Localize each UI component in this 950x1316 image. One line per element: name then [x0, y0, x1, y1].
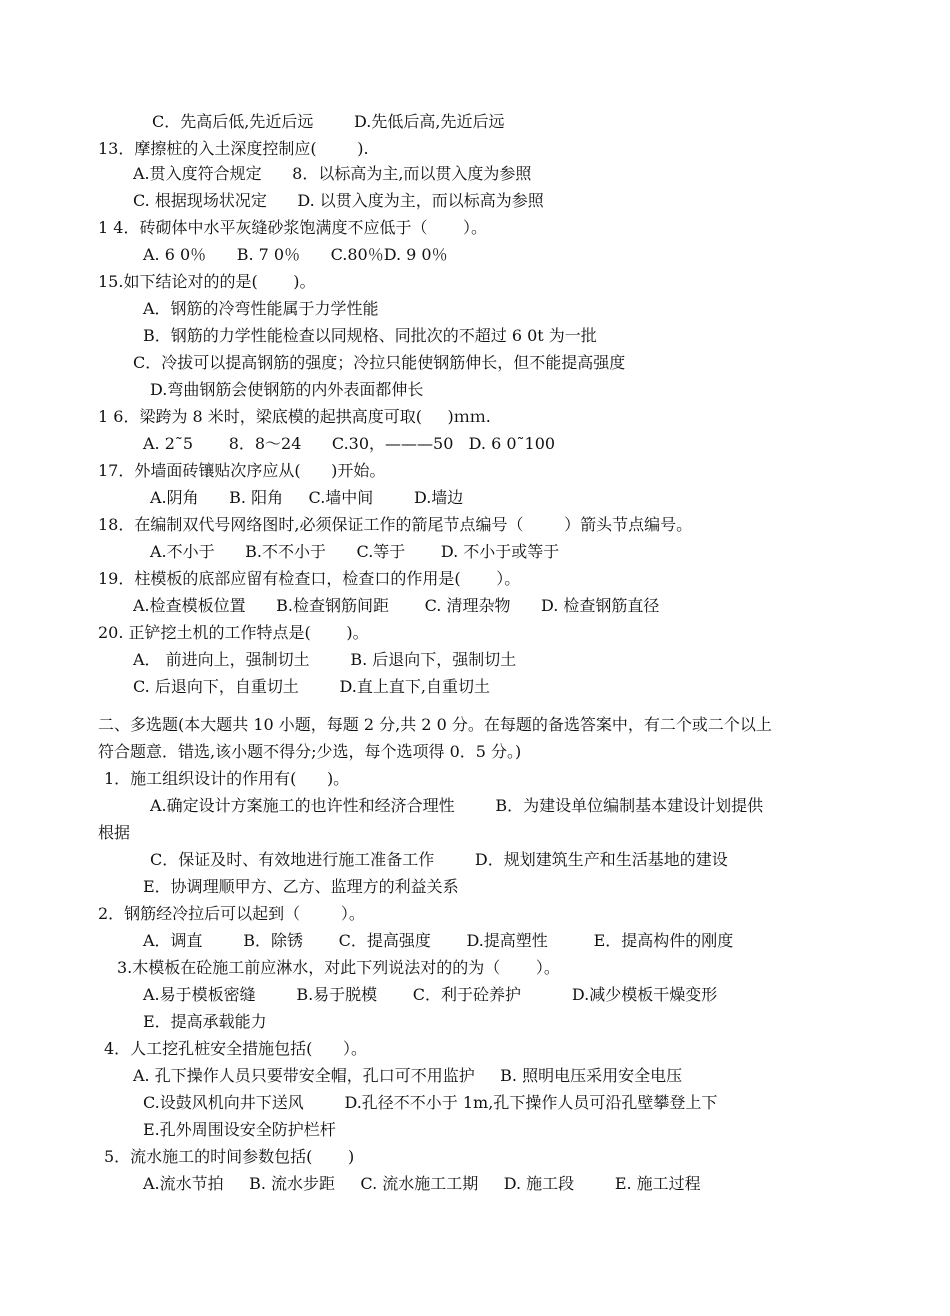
q17-options: A.阴角 B. 阳角 C.墙中间 D.墙边: [150, 488, 464, 507]
q12-options-cd: C．先高后低,先近后远 D.先低后高,先近后远: [152, 112, 505, 131]
q13-options-ab: A.贯入度符合规定 8．以标高为主,而以贯入度为参照: [133, 164, 532, 183]
mq1-option-e: E．协调理顺甲方、乙方、监理方的利益关系: [143, 877, 459, 896]
q20-options-ab: A． 前进向上，强制切土 B. 后退向下，强制切土: [133, 650, 517, 669]
mq3-option-e: E．提高承载能力: [143, 1012, 267, 1031]
q18-stem: 18．在编制双代号网络图时,必须保证工作的箭尾节点编号（ ）箭头节点编号。: [98, 515, 693, 534]
mq5-stem: 5．流水施工的时间参数包括( ): [104, 1147, 355, 1166]
mq1-stem: 1．施工组织设计的作用有( )。: [104, 769, 350, 788]
mq4-option-e: E.孔外周围设安全防护栏杆: [143, 1120, 336, 1139]
mq1-options-ab-wrap: 根据: [98, 823, 131, 842]
q20-stem: 20. 正铲挖土机的工作特点是( )。: [98, 623, 369, 642]
q18-options: A.不小于 B.不不小于 C.等于 D. 不小于或等于: [150, 542, 560, 561]
mq3-stem: 3.木模板在砼施工前应淋水，对此下列说法对的的为（ ）。: [117, 958, 560, 977]
q14-stem: 1 4．砖砌体中水平灰缝砂浆饱满度不应低于（ ）。: [98, 218, 488, 237]
mq4-stem: 4．人工挖孔桩安全措施包括( ）。: [104, 1039, 367, 1058]
q19-options: A.检查模板位置 B.检查钢筋间距 C. 清理杂物 D. 检查钢筋直径: [133, 596, 660, 615]
q15-option-a: A．钢筋的冷弯性能属于力学性能: [143, 299, 379, 318]
q19-stem: 19．柱模板的底部应留有检查口，检查口的作用是( ）。: [98, 569, 521, 588]
q20-options-cd: C. 后退向下，自重切土 D.直上直下,自重切土: [133, 677, 490, 696]
mq3-options-ad: A.易于模板密缝 B.易于脱模 C．利于砼养护 D.减少模板干燥变形: [143, 985, 718, 1004]
section2-heading: 二、多选题(本大题共 10 小题，每题 2 分,共 2 0 分。在每题的备选答案中，有二个或二个以上: [98, 715, 772, 734]
mq2-options: A．调直 B．除锈 C．提高强度 D.提高塑性 E．提高构件的刚度: [143, 931, 734, 950]
q14-options: A. 6 0％ B. 7 0％ C.80％D. 9 0％: [143, 245, 448, 264]
q17-stem: 17．外墙面砖镶贴次序应从( )开始。: [98, 461, 386, 480]
q15-option-c: C．冷拔可以提高钢筋的强度；冷拉只能使钢筋伸长，但不能提高强度: [133, 353, 626, 372]
q15-option-b: B．钢筋的力学性能检查以同规格、同批次的不超过 6 0t 为一批: [143, 326, 597, 345]
q13-stem: 13．摩擦桩的入土深度控制应( ).: [98, 139, 369, 158]
section2-heading-cont: 符合题意．错选,该小题不得分;少选，每个选项得 0．5 分。): [98, 742, 522, 761]
q15-option-d: D.弯曲钢筋会使钢筋的内外表面都伸长: [150, 380, 424, 399]
mq1-options-cd: C．保证及时、有效地进行施工准备工作 D．规划建筑生产和生活基地的建设: [150, 850, 728, 869]
mq4-options-cd: C.设鼓风机向井下送风 D.孔径不不小于 1m,孔下操作人员可沿孔壁攀登上下: [143, 1093, 718, 1112]
q16-options: A. 2˜5 8．8～24 C.30，———50 D. 6 0˜100: [143, 434, 556, 453]
q15-stem: 15.如下结论对的的是( )。: [98, 272, 316, 291]
mq4-options-ab: A. 孔下操作人员只要带安全帽，孔口可不用监护 B. 照明电压采用安全电压: [133, 1066, 683, 1085]
q13-options-cd: C. 根据现场状况定 D. 以贯入度为主，而以标高为参照: [133, 191, 544, 210]
q16-stem: 1 6．梁跨为 8 米时，梁底模的起拱高度可取( )ｍｍ.: [98, 407, 491, 426]
mq1-options-ab: A.确定设计方案施工的也许性和经济合理性 B．为建设单位编制基本建设计划提供: [150, 796, 764, 815]
mq2-stem: 2．钢筋经冷拉后可以起到（ ）。: [98, 904, 365, 923]
mq5-options: A.流水节拍 B. 流水步距 C. 流水施工工期 D. 施工段 E. 施工过程: [143, 1174, 701, 1193]
